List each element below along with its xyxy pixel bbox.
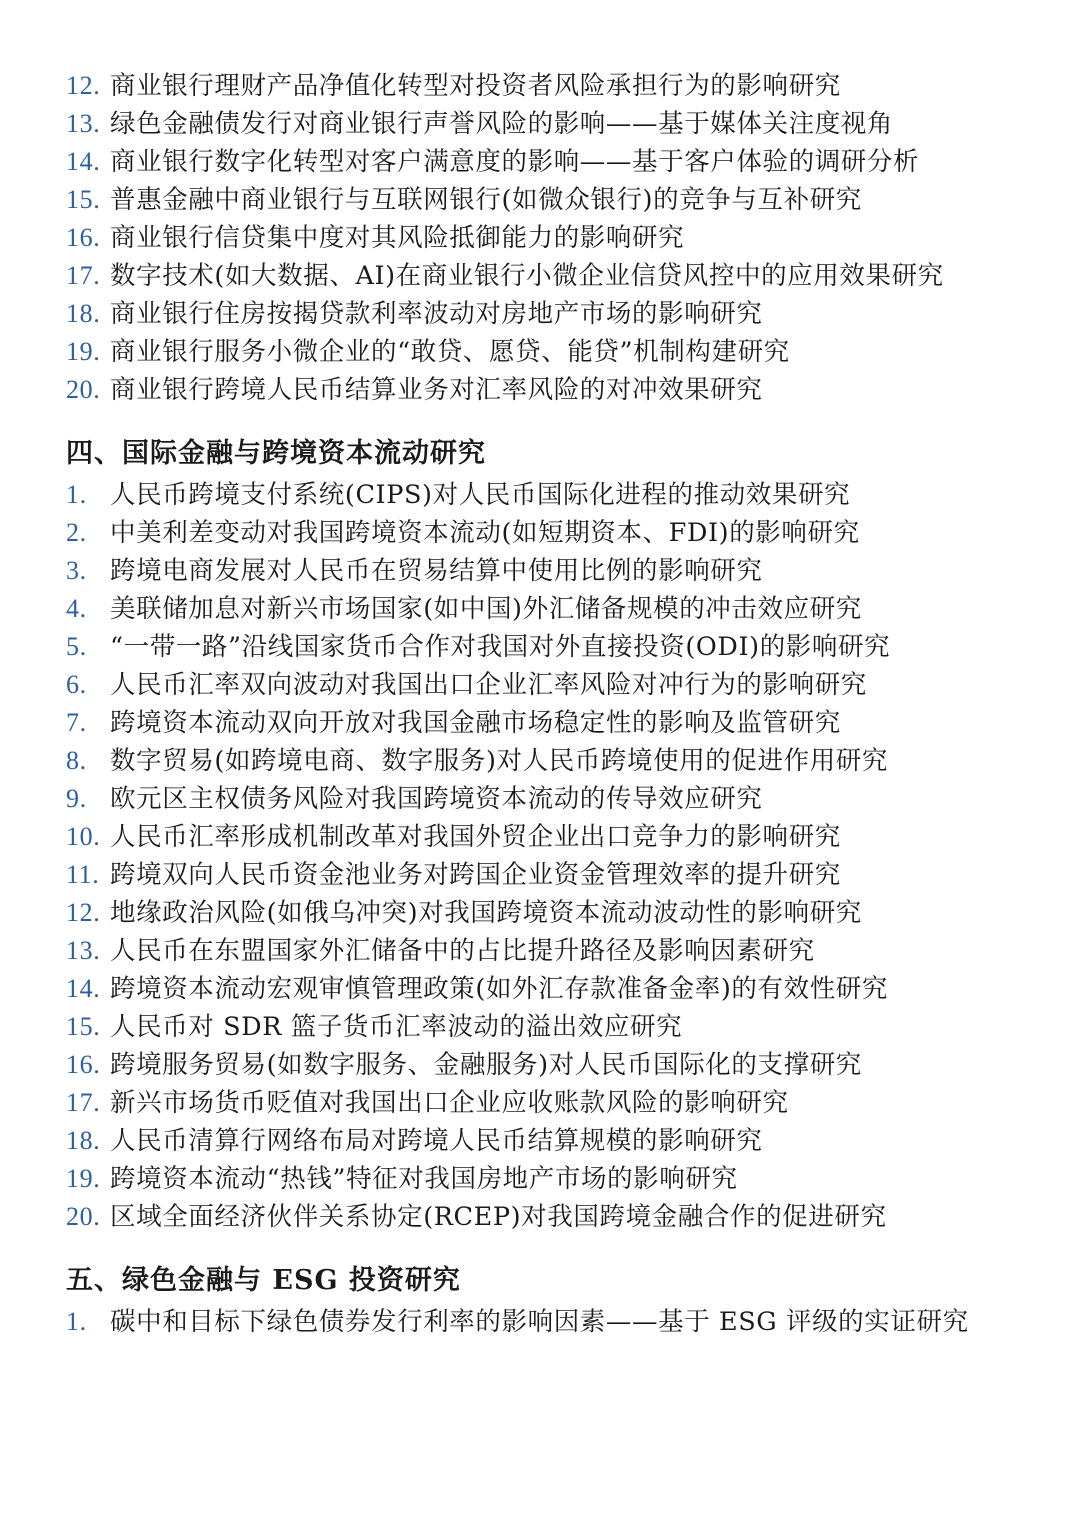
- list-item: [66, 818, 1020, 856]
- item-number: 6.: [66, 670, 87, 699]
- item-number: 15.: [66, 1012, 101, 1041]
- list-item: [66, 704, 1020, 742]
- list-item: [66, 295, 1020, 333]
- item-text: 人民币对 SDR 篮子货币汇率波动的溢出效应研究: [110, 1012, 683, 1042]
- item-text: 跨境资本流动宏观审慎管理政策(如外汇存款准备金率)的有效性研究: [110, 974, 888, 1004]
- item-number: 7.: [66, 708, 87, 737]
- list-item: [66, 333, 1020, 371]
- item-text: 人民币汇率双向波动对我国出口企业汇率风险对冲行为的影响研究: [110, 670, 867, 700]
- item-number: 8.: [66, 746, 87, 775]
- item-number: 12.: [66, 898, 101, 927]
- list-item: [66, 181, 1020, 219]
- item-text: 绿色金融债发行对商业银行声誉风险的影响——基于媒体关注度视角: [110, 109, 894, 139]
- item-text: 欧元区主权债务风险对我国跨境资本流动的传导效应研究: [110, 784, 763, 814]
- list-item: [66, 856, 1020, 894]
- item-number: 17.: [66, 261, 101, 290]
- item-text: 地缘政治风险(如俄乌冲突)对我国跨境资本流动波动性的影响研究: [110, 898, 862, 928]
- section-heading: 五、绿色金融与 ESG 投资研究: [66, 1265, 461, 1296]
- list-item: [66, 970, 1020, 1008]
- item-number: 5.: [66, 632, 87, 661]
- list-item: [66, 780, 1020, 818]
- item-number: 4.: [66, 594, 87, 623]
- item-text: 美联储加息对新兴市场国家(如中国)外汇储备规模的冲击效应研究: [110, 594, 862, 624]
- item-number: 15.: [66, 185, 101, 214]
- list-item: [66, 1198, 1020, 1236]
- list-item: [66, 932, 1020, 970]
- item-text: 跨境双向人民币资金池业务对跨国企业资金管理效率的提升研究: [110, 860, 841, 890]
- list-item: [66, 67, 1020, 105]
- item-number: 18.: [66, 299, 101, 328]
- item-text: 跨境资本流动双向开放对我国金融市场稳定性的影响及监管研究: [110, 708, 841, 738]
- item-text: 普惠金融中商业银行与互联网银行(如微众银行)的竞争与互补研究: [110, 185, 862, 215]
- item-number: 16.: [66, 1050, 101, 1079]
- list-item: [66, 476, 1020, 514]
- list-item: [66, 1303, 1020, 1341]
- item-text: 中美利差变动对我国跨境资本流动(如短期资本、FDI)的影响研究: [110, 518, 860, 548]
- item-text: 碳中和目标下绿色债券发行利率的影响因素——基于 ESG 评级的实证研究: [110, 1307, 969, 1337]
- item-number: 1.: [66, 1307, 87, 1336]
- section-international-finance: [66, 434, 1020, 1236]
- list-item: [66, 1122, 1020, 1160]
- item-number: 20.: [66, 375, 101, 404]
- item-text: 新兴市场货币贬值对我国出口企业应收账款风险的影响研究: [110, 1088, 789, 1118]
- item-text: 人民币跨境支付系统(CIPS)对人民币国际化进程的推动效果研究: [110, 480, 851, 510]
- item-text: 商业银行服务小微企业的“敢贷、愿贷、能贷”机制构建研究: [110, 337, 790, 367]
- list-item: [66, 666, 1020, 704]
- item-number: 12.: [66, 71, 101, 100]
- list-item: [66, 143, 1020, 181]
- international-finance-topic-list: [66, 476, 1020, 1236]
- list-item: [66, 590, 1020, 628]
- item-number: 9.: [66, 784, 87, 813]
- list-item: [66, 105, 1020, 143]
- item-text: 区域全面经济伙伴关系协定(RCEP)对我国跨境金融合作的促进研究: [110, 1202, 887, 1232]
- item-text: 人民币在东盟国家外汇储备中的占比提升路径及影响因素研究: [110, 936, 815, 966]
- item-number: 14.: [66, 974, 101, 1003]
- item-number: 3.: [66, 556, 87, 585]
- list-item: [66, 1084, 1020, 1122]
- item-number: 19.: [66, 337, 101, 366]
- item-text: 商业银行信贷集中度对其风险抵御能力的影响研究: [110, 223, 685, 253]
- item-number: 16.: [66, 223, 101, 252]
- item-text: “一带一路”沿线国家货币合作对我国对外直接投资(ODI)的影响研究: [110, 632, 891, 662]
- list-item: [66, 894, 1020, 932]
- item-text: 人民币汇率形成机制改革对我国外贸企业出口竞争力的影响研究: [110, 822, 841, 852]
- item-number: 17.: [66, 1088, 101, 1117]
- list-item: [66, 628, 1020, 666]
- list-item: [66, 1046, 1020, 1084]
- item-number: 1.: [66, 480, 87, 509]
- item-text: 跨境资本流动“热钱”特征对我国房地产市场的影响研究: [110, 1164, 738, 1194]
- item-text: 商业银行住房按揭贷款利率波动对房地产市场的影响研究: [110, 299, 763, 329]
- item-text: 商业银行理财产品净值化转型对投资者风险承担行为的影响研究: [110, 71, 841, 101]
- list-item: [66, 1160, 1020, 1198]
- list-item: [66, 219, 1020, 257]
- item-number: 18.: [66, 1126, 101, 1155]
- item-number: 14.: [66, 147, 101, 176]
- list-item: [66, 552, 1020, 590]
- item-number: 13.: [66, 109, 101, 138]
- item-number: 19.: [66, 1164, 101, 1193]
- item-number: 11.: [66, 860, 100, 889]
- item-text: 商业银行数字化转型对客户满意度的影响——基于客户体验的调研分析: [110, 147, 920, 177]
- section-green-finance-esg: [66, 1261, 1020, 1341]
- item-text: 数字技术(如大数据、AI)在商业银行小微企业信贷风控中的应用效果研究: [110, 261, 944, 291]
- list-item: [66, 257, 1020, 295]
- item-text: 数字贸易(如跨境电商、数字服务)对人民币跨境使用的促进作用研究: [110, 746, 888, 776]
- item-text: 商业银行跨境人民币结算业务对汇率风险的对冲效果研究: [110, 375, 763, 405]
- item-number: 13.: [66, 936, 101, 965]
- item-text: 跨境电商发展对人民币在贸易结算中使用比例的影响研究: [110, 556, 763, 586]
- item-text: 跨境服务贸易(如数字服务、金融服务)对人民币国际化的支撑研究: [110, 1050, 862, 1080]
- list-item: [66, 1008, 1020, 1046]
- list-item: [66, 514, 1020, 552]
- item-text: 人民币清算行网络布局对跨境人民币结算规模的影响研究: [110, 1126, 763, 1156]
- item-number: 20.: [66, 1202, 101, 1231]
- item-number: 10.: [66, 822, 101, 851]
- item-number: 2.: [66, 518, 87, 547]
- list-item: [66, 742, 1020, 780]
- section-heading: 四、国际金融与跨境资本流动研究: [66, 438, 486, 469]
- continued-topic-list: [66, 67, 1020, 409]
- green-finance-topic-list: [66, 1303, 1020, 1341]
- list-item: [66, 371, 1020, 409]
